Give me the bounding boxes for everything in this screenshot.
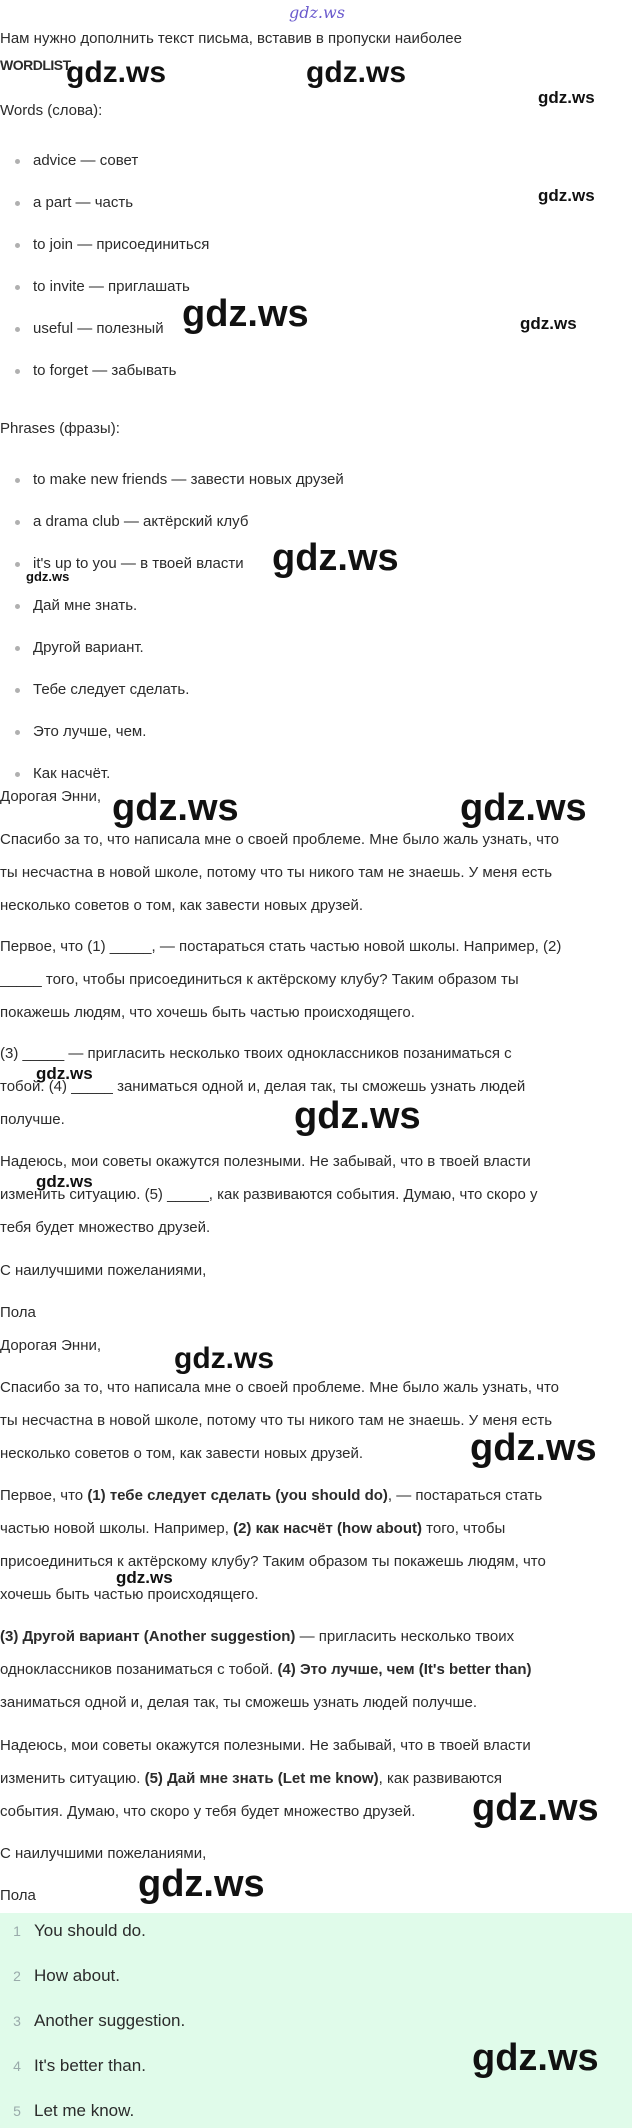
letter2-p4-line: Надеюсь, мои советы окажутся полезными. Не забывай, что в твоей власти [0, 1737, 531, 1754]
list-item: a drama club — актёрский клуб [0, 509, 344, 551]
watermark: gdz.ws [520, 314, 577, 333]
text-run: частью новой школы. Например, [0, 1520, 234, 1537]
watermark: gdz.ws [470, 1427, 597, 1469]
letter1-p4-line: тебя будет множество друзей. [0, 1219, 211, 1236]
text-run: того, чтобы [422, 1520, 506, 1537]
letter1-p1-line: несколько советов о том, как завести новых друзей. [0, 897, 364, 914]
list-item: a part — часть [0, 190, 209, 232]
letter2-p3-line: заниматься одной и, делая так, ты сможешь узнать людей получше. [0, 1694, 478, 1711]
text-run: — пригласить несколько твоих [295, 1628, 515, 1645]
phrases-list [0, 467, 344, 803]
watermark: gdz.ws [460, 787, 587, 829]
letter2-p3-line [0, 1659, 532, 1680]
answer-5: (5) Дай мне знать (Let me know) [144, 1770, 379, 1787]
list-item: it's up to you — в твоей власти [0, 551, 344, 593]
watermark: gdz.ws [272, 537, 399, 579]
letter1-signature: Пола [0, 1304, 36, 1321]
site-logo[interactable]: gdz.ws [289, 3, 345, 22]
answer-1: (1) тебе следует сделать (you should do) [87, 1487, 388, 1504]
letter2-p2-line [0, 1485, 542, 1506]
letter1-p2-line: покажешь людям, что хочешь быть частью происходящего. [0, 1004, 415, 1021]
letter2-p1-line: ты несчастна в новой школе, потому что ты никого там не знаешь. У меня есть [0, 1412, 553, 1429]
letter2-closing: С наилучшими пожеланиями, [0, 1845, 207, 1862]
watermark: gdz.ws [306, 56, 407, 89]
watermark: gdz.ws [116, 1568, 173, 1587]
letter1-p2-line: _____ того, чтобы присоединиться к актёрскому клубу? Таким образом ты [0, 971, 519, 988]
intro-text: Нам нужно дополнить текст письма, вставив в пропуски наиболее [0, 30, 462, 47]
watermark: gdz.ws [182, 293, 309, 335]
list-item: to invite — приглашать [0, 274, 209, 316]
letter2-p2-line: хочешь быть частью происходящего. [0, 1586, 259, 1603]
letter1-p3-line: тобой. (4) _____ заниматься одной и, делая так, ты сможешь узнать людей [0, 1078, 526, 1095]
list-item: to forget — забывать [0, 358, 209, 400]
answer-row [0, 2006, 185, 2036]
watermark: gdz.ws [66, 56, 167, 89]
text-run: , как развиваются [378, 1770, 503, 1787]
answer-row [0, 2096, 134, 2126]
letter1-p1-line: ты несчастна в новой школе, потому что ты никого там не знаешь. У меня есть [0, 864, 553, 881]
text-run: изменить ситуацию. [0, 1770, 145, 1787]
watermark: gdz.ws [36, 1172, 93, 1191]
watermark: gdz.ws [36, 1064, 93, 1083]
list-item: Другой вариант. [0, 635, 344, 677]
answer-text: Let me know. [34, 2101, 135, 2120]
letter1-p2-line: Первое, что (1) _____, — постараться стать частью новой школы. Например, (2) [0, 938, 562, 955]
answer-text: How about. [34, 1966, 120, 1985]
letter2-signature: Пола [0, 1887, 36, 1904]
watermark: gdz.ws [538, 186, 595, 205]
phrases-heading: Phrases (фразы): [0, 420, 120, 437]
answer-3: (3) Другой вариант (Another suggestion) [0, 1628, 296, 1645]
wordlist-label: WORDLIST [0, 57, 71, 73]
answer-number: 4 [13, 2058, 21, 2074]
watermark: gdz.ws [472, 1787, 599, 1829]
letter2-p1-line: Спасибо за то, что написала мне о своей проблеме. Мне было жаль узнать, что [0, 1379, 560, 1396]
answer-text: It's better than. [34, 2056, 146, 2075]
list-item: Это лучше, чем. [0, 719, 344, 761]
list-item: Как насчёт. [0, 761, 344, 803]
answer-number: 3 [13, 2013, 21, 2029]
letter2-p2-line [0, 1518, 505, 1539]
letter1-p4-line: Надеюсь, мои советы окажутся полезными. Не забывай, что в твоей власти [0, 1153, 531, 1170]
letter2-p2-line: присоединиться к актёрскому клубу? Таким образом ты покажешь людям, что [0, 1553, 546, 1570]
answer-text: You should do. [34, 1921, 146, 1940]
letter2-p3-line [0, 1626, 514, 1647]
letter2-p4-line [0, 1768, 502, 1789]
list-item: to make new friends — завести новых друзей [0, 467, 344, 509]
letter2-greeting: Дорогая Энни, [0, 1337, 102, 1354]
answer-number: 2 [13, 1968, 21, 1984]
answer-number: 1 [13, 1923, 21, 1939]
watermark: gdz.ws [472, 2037, 599, 2079]
letter2-p1-line: несколько советов о том, как завести новых друзей. [0, 1445, 364, 1462]
answer-text: Another suggestion. [34, 2011, 186, 2030]
letter1-greeting: Дорогая Энни, [0, 788, 102, 805]
letter1-p3-line: получше. [0, 1111, 65, 1128]
answer-number: 5 [13, 2103, 21, 2119]
text-run: Первое, что [0, 1487, 88, 1504]
words-heading: Words (слова): [0, 102, 103, 119]
list-item: advice — совет [0, 148, 209, 190]
watermark: gdz.ws [294, 1095, 421, 1137]
watermark: gdz.ws [26, 569, 70, 584]
watermark: gdz.ws [112, 787, 239, 829]
watermark: gdz.ws [138, 1863, 265, 1905]
answer-4: (4) Это лучше, чем (It's better than) [277, 1661, 532, 1678]
letter1-p3-line: (3) _____ — пригласить несколько твоих одноклассников позаниматься с [0, 1045, 512, 1062]
watermark: gdz.ws [174, 1342, 275, 1375]
letter1-p4-line: изменить ситуацию. (5) _____, как развиваются события. Думаю, что скоро у [0, 1186, 538, 1203]
list-item: Дай мне знать. [0, 593, 344, 635]
answer-row [0, 2051, 146, 2081]
watermark: gdz.ws [538, 88, 595, 107]
list-item: useful — полезный [0, 316, 209, 358]
answers-panel [0, 1913, 632, 2128]
letter1-p1-line: Спасибо за то, что написала мне о своей проблеме. Мне было жаль узнать, что [0, 831, 560, 848]
list-item: Тебе следует сделать. [0, 677, 344, 719]
text-run: , — постараться стать [387, 1487, 543, 1504]
text-run: одноклассников позаниматься с тобой. [0, 1661, 278, 1678]
letter1-closing: С наилучшими пожеланиями, [0, 1262, 207, 1279]
list-item: to join — присоединиться [0, 232, 209, 274]
answer-row [0, 1961, 120, 1991]
words-list [0, 148, 209, 400]
answer-2: (2) как насчёт (how about) [233, 1520, 422, 1537]
answer-row [0, 1916, 146, 1946]
letter2-p4-line: события. Думаю, что скоро у тебя будет множество друзей. [0, 1803, 416, 1820]
